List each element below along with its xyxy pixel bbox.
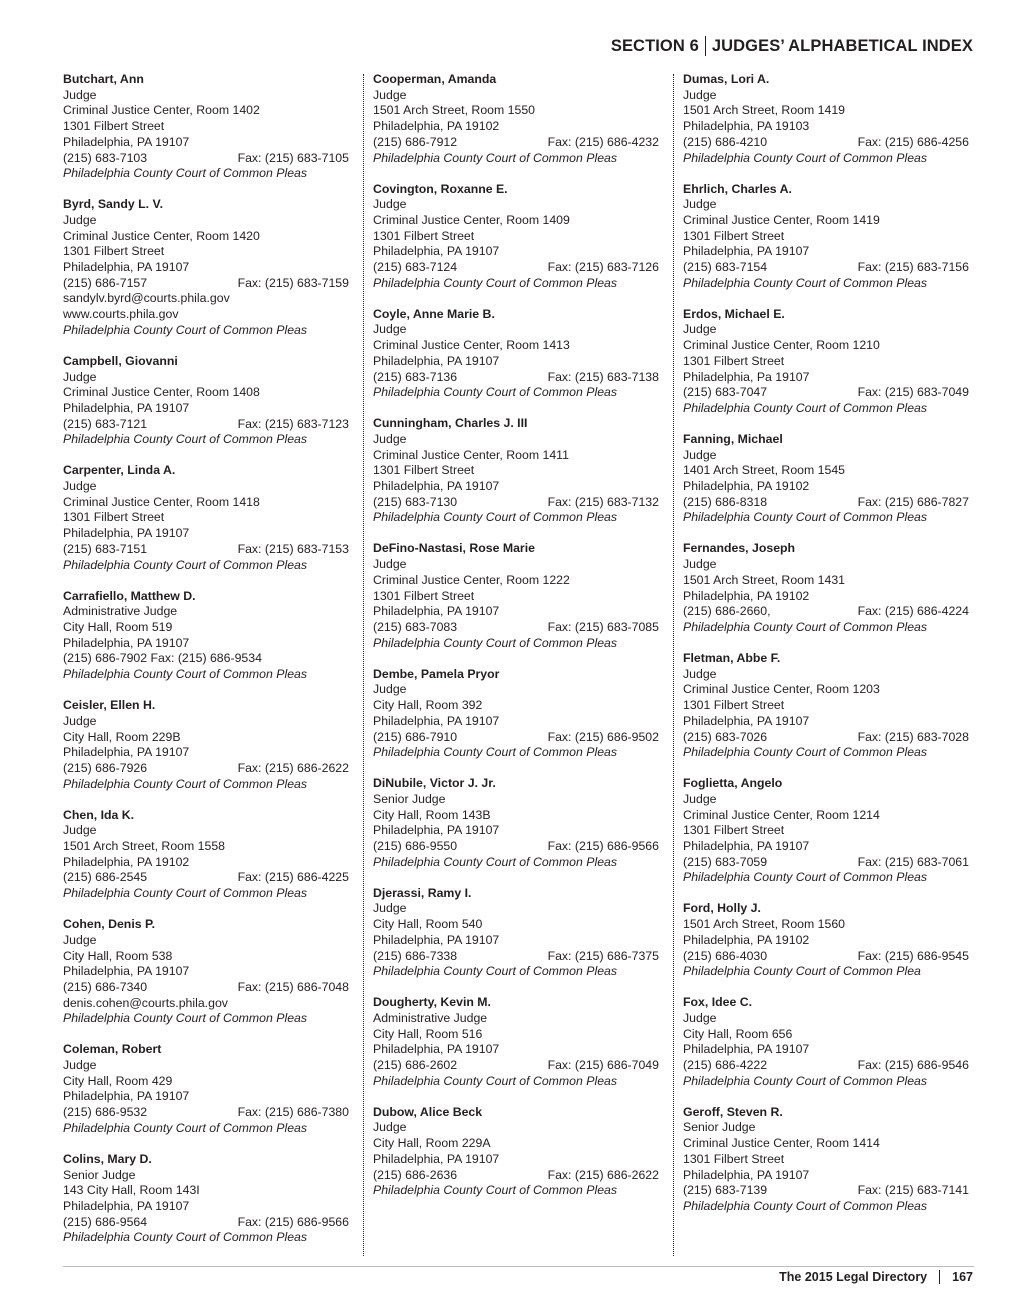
judge-name: Dumas, Lori A. [683,72,770,86]
contact-row [683,604,969,620]
address-line: Criminal Justice Center, Room 1420 [63,228,260,243]
address-line: Philadelphia, PA 19107 [373,1151,500,1166]
court-name: Philadelphia County Court of Common Pleas [63,322,308,337]
judge-title: Judge [373,322,407,337]
judge-name: Carrafiello, Matthew D. [63,588,196,603]
contact-row [683,949,969,965]
phone-number: (215) 686-9550 [373,839,458,854]
address-line: 1301 Filbert Street [373,463,475,478]
judge-entry [683,182,969,292]
judge-entry [683,776,969,886]
address-line: 1401 Arch Street, Room 1545 [683,463,846,478]
court-name: Philadelphia County Court of Common Pleas [63,1011,308,1026]
fax-number: Fax: (215) 683-7138 [547,369,659,384]
address-line: Criminal Justice Center, Room 1214 [683,807,880,822]
address-line: Philadelphia, PA 19102 [63,854,190,869]
judge-title: Judge [683,447,717,462]
court-name: Philadelphia County Court of Common Pleas [373,150,618,165]
contact-row [373,1168,659,1184]
judge-entry [373,541,659,651]
judge-entry [63,72,349,182]
judge-title: Judge [63,212,97,227]
contact-row [373,135,659,151]
address-line: Criminal Justice Center, Room 1203 [683,682,880,697]
court-name: Philadelphia County Court of Common Pleas [373,1183,618,1198]
judge-name: Colins, Mary D. [63,1151,152,1166]
address-line: 1301 Filbert Street [683,353,785,368]
phone-number: (215) 686-2602 [373,1058,458,1073]
judge-entry [683,541,969,635]
phone-number: (215) 683-7136 [373,369,458,384]
judge-entry [683,72,969,166]
address-line: Philadelphia, PA 19107 [683,244,810,259]
judge-name: Ceisler, Ellen H. [63,698,156,713]
contact-row [63,276,349,292]
judge-title: Senior Judge [373,791,446,806]
fax-number: Fax: (215) 686-7375 [547,948,659,963]
contact-row [373,260,659,276]
phone-number: (215) 686-7338 [373,948,458,963]
judge-entry [373,1105,659,1199]
contact-row [373,839,659,855]
court-name: Philadelphia County Court of Common Pleas [683,150,928,165]
phone-number: (215) 686-2545 [63,870,148,885]
address-line: Philadelphia, PA 19107 [373,604,500,619]
judge-title: Administrative Judge [63,604,178,619]
address-line: Philadelphia, PA 19102 [683,479,810,494]
address-line: 1301 Filbert Street [373,228,475,243]
court-name: Philadelphia County Court of Common Pleas [63,886,308,901]
section-label: SECTION 6 [610,36,699,55]
court-name: Philadelphia County Court of Common Pleas [683,870,928,885]
address-line: Criminal Justice Center, Room 1413 [373,338,570,353]
judge-name: Dougherty, Kevin M. [373,995,491,1010]
judge-title: Judge [63,369,97,384]
phone-number: (215) 683-7047 [683,385,768,400]
address-line: City Hall, Room 429 [63,1073,173,1088]
fax-number: Fax: (215) 686-9566 [237,1214,349,1229]
judge-name: Coyle, Anne Marie B. [373,306,495,321]
fax-number: Fax: (215) 683-7126 [547,260,659,275]
judge-title: Judge [373,1120,407,1135]
phone-number: (215) 683-7083 [373,619,458,634]
phone-number: (215) 686-9532 [63,1105,148,1120]
address-line: 1501 Arch Street, Room 1558 [63,839,226,854]
fax-number: Fax: (215) 683-7141 [857,1183,969,1198]
contact-row [63,1105,349,1121]
judge-entry [373,886,659,980]
fax-number: Fax: (215) 686-2622 [547,1167,659,1182]
judge-name: Coleman, Robert [63,1042,162,1057]
court-name: Philadelphia County Court of Common Pleas [373,745,618,760]
contact-row [373,620,659,636]
judge-entry [373,776,659,870]
court-name: Philadelphia County Court of Common Pleas [683,510,928,525]
court-name: Philadelphia County Court of Common Pleas [63,166,308,181]
address-line: Philadelphia, PA 19102 [683,588,810,603]
fax-number: Fax: (215) 686-4224 [857,604,969,619]
judge-name: Cohen, Denis P. [63,917,156,932]
fax-number: Fax: (215) 686-4232 [547,134,659,149]
judge-title: Senior Judge [683,1120,756,1135]
phone-number: (215) 686-9564 [63,1214,148,1229]
fax-number: Fax: (215) 686-7827 [857,494,969,509]
judge-name: Byrd, Sandy L. V. [63,197,164,212]
judge-entry [63,589,349,683]
phone-number: (215) 686-2636 [373,1167,458,1182]
phone-number: (215) 686-7912 [373,134,458,149]
phone-number: (215) 683-7154 [683,260,768,275]
judge-name: Erdos, Michael E. [683,306,785,321]
address-line: Philadelphia, PA 19107 [373,1042,500,1057]
address-line: 1301 Filbert Street [63,244,165,259]
judge-entry [373,72,659,166]
address-line: City Hall, Room 229A [373,1136,491,1151]
address-line: Philadelphia, PA 19107 [683,713,810,728]
address-line: Criminal Justice Center, Room 1409 [373,212,570,227]
judge-entry [63,1042,349,1136]
fax-number: Fax: (215) 686-4256 [857,134,969,149]
address-line: Philadelphia, PA 19107 [373,244,500,259]
contact-row [63,651,349,667]
address-line: City Hall, Room 392 [373,698,483,713]
address-line: 1501 Arch Street, Room 1550 [373,103,536,118]
judge-name: Ford, Holly J. [683,901,761,916]
contact-row [63,761,349,777]
address-line: Philadelphia, PA 19107 [373,713,500,728]
footer-rule [63,1266,974,1267]
address-line: Philadelphia, PA 19107 [373,823,500,838]
contact-row [63,980,349,996]
contact-row [373,949,659,965]
contact-row [373,730,659,746]
judge-title: Judge [683,197,717,212]
address-line: 1301 Filbert Street [683,1151,785,1166]
phone-number: (215) 686-4210 [683,134,768,149]
phone-number: (215) 686-4030 [683,948,768,963]
judge-name: Geroff, Steven R. [683,1104,783,1119]
court-name: Philadelphia County Court of Common Pleas [63,1120,308,1135]
judge-entry [63,1152,349,1246]
judge-name: Fox, Idee C. [683,995,753,1010]
address-line: Philadelphia, PA 19107 [63,964,190,979]
address-line: 1501 Arch Street, Room 1431 [683,572,846,587]
contact-row [63,417,349,433]
judge-title: Judge [683,87,717,102]
contact-row [683,730,969,746]
judge-name: Ehrlich, Charles A. [683,181,792,196]
phone-number: (215) 686-7157 [63,275,148,290]
judge-title: Judge [373,197,407,212]
address-line: Philadelphia, PA 19107 [63,1089,190,1104]
address-line: Criminal Justice Center, Room 1408 [63,385,260,400]
address-line: City Hall, Room 516 [373,1026,483,1041]
fax-number: Fax: (215) 686-2622 [237,760,349,775]
court-name: Philadelphia County Court of Common Plea [683,964,921,979]
fax-number: Fax: (215) 683-7153 [237,541,349,556]
fax-number: Fax: (215) 683-7085 [547,619,659,634]
judge-title: Judge [683,557,717,572]
fax-number: Fax: (215) 683-7132 [547,494,659,509]
judge-entry [683,995,969,1089]
judge-title: Judge [373,901,407,916]
phone-number: (215) 683-7121 [63,416,148,431]
judge-title: Judge [683,322,717,337]
address-line: 1301 Filbert Street [683,698,785,713]
fax-number: Fax: (215) 683-7028 [857,729,969,744]
address-line: Philadelphia, PA 19103 [683,119,810,134]
address-line: Criminal Justice Center, Room 1222 [373,572,570,587]
contact-row [373,370,659,386]
judge-title: Judge [373,87,407,102]
fax-number: Fax: (215) 686-9546 [857,1058,969,1073]
judge-title: Senior Judge [63,1167,136,1182]
phone-number: (215) 683-7124 [373,260,458,275]
address-line: Criminal Justice Center, Room 1411 [373,447,569,462]
judge-name: Campbell, Giovanni [63,353,178,368]
judge-title: Judge [683,1010,717,1025]
judge-entry [683,432,969,526]
address-line: Criminal Justice Center, Room 1419 [683,212,880,227]
address-line: City Hall, Room 540 [373,917,483,932]
court-name: Philadelphia County Court of Common Pleas [373,1073,618,1088]
contact-row [683,855,969,871]
fax-number: Fax: (215) 683-7156 [857,260,969,275]
section-header [611,36,973,56]
judge-title: Judge [63,823,97,838]
judge-name: Dembe, Pamela Pryor [373,666,500,681]
judge-title: Judge [683,791,717,806]
court-name: Philadelphia County Court of Common Pleas [63,432,308,447]
address-line: Philadelphia, PA 19107 [683,1042,810,1057]
phone-number: (215) 686-8318 [683,494,768,509]
judge-entry [63,354,349,448]
address-line: 1301 Filbert Street [683,823,785,838]
address-line: Criminal Justice Center, Room 1210 [683,338,880,353]
judge-name: Chen, Ida K. [63,807,135,822]
address-line: City Hall, Room 656 [683,1026,793,1041]
address-line: Philadelphia, PA 19107 [373,479,500,494]
contact-row [683,385,969,401]
phone-number: (215) 686-7926 [63,760,148,775]
address-line: 1301 Filbert Street [683,228,785,243]
fax-number: Fax: (215) 686-7049 [547,1058,659,1073]
judges-index [0,72,1024,1258]
publication-title: The 2015 Legal Directory [779,1270,928,1284]
judge-name: Cooperman, Amanda [373,72,497,86]
fax-number: Fax: (215) 683-7105 [237,150,349,165]
phone-number: (215) 686-7902 Fax: (215) 686-9534 [63,651,262,666]
judge-title: Judge [63,479,97,494]
address-line: Philadelphia, PA 19107 [63,134,190,149]
judge-entry [373,995,659,1089]
court-name: Philadelphia County Court of Common Pleas [373,964,618,979]
judge-name: DiNubile, Victor J. Jr. [373,776,496,791]
fax-number: Fax: (215) 686-7380 [237,1105,349,1120]
court-name: Philadelphia County Court of Common Pleas [373,854,618,869]
address-line: 1301 Filbert Street [63,119,165,134]
judge-title: Judge [373,557,407,572]
address-line: Philadelphia, PA 19107 [63,400,190,415]
fax-number: Fax: (215) 683-7061 [857,854,969,869]
address-line: 1301 Filbert Street [373,588,475,603]
phone-number: (215) 683-7130 [373,494,458,509]
address-line: 143 City Hall, Room 143I [63,1183,200,1198]
judge-name: Dubow, Alice Beck [373,1104,483,1119]
contact-row [63,1215,349,1231]
fax-number: Fax: (215) 686-7048 [237,979,349,994]
index-column-2 [373,72,659,1214]
court-name: Philadelphia County Court of Common Pleas [63,557,308,572]
judge-name: Cunningham, Charles J. III [373,416,528,431]
fax-number: Fax: (215) 686-9545 [857,948,969,963]
address-line: City Hall, Room 519 [63,619,173,634]
phone-number: (215) 686-2660, [683,604,771,619]
judge-entry [373,416,659,526]
judge-title: Judge [373,682,407,697]
address-line: City Hall, Room 143B [373,807,491,822]
address-line: City Hall, Room 229B [63,729,181,744]
fax-number: Fax: (215) 683-7159 [237,275,349,290]
judge-entry [683,307,969,417]
address-line: Philadelphia, PA 19107 [63,745,190,760]
address-line: 1501 Arch Street, Room 1419 [683,103,846,118]
phone-number: (215) 683-7026 [683,729,768,744]
contact-extra: denis.cohen@courts.phila.gov [63,995,228,1010]
judge-title: Judge [63,932,97,947]
judge-name: Djerassi, Ramy I. [373,885,472,900]
contact-row [683,1058,969,1074]
judge-name: Butchart, Ann [63,72,144,86]
judge-title: Judge [373,431,407,446]
court-name: Philadelphia County Court of Common Pleas [63,776,308,791]
address-line: Philadelphia, Pa 19107 [683,369,810,384]
footer-separator [939,1270,940,1284]
judge-name: Covington, Roxanne E. [373,181,508,196]
index-column-3 [683,72,969,1230]
court-name: Philadelphia County Court of Common Pleas [373,635,618,650]
address-line: Philadelphia, PA 19107 [683,839,810,854]
judge-entry [373,307,659,401]
page-footer [779,1270,973,1284]
court-name: Philadelphia County Court of Common Pleas [373,275,618,290]
fax-number: Fax: (215) 686-9566 [547,839,659,854]
judge-entry [63,463,349,573]
judge-name: Fernandes, Joseph [683,541,796,556]
court-name: Philadelphia County Court of Common Pleas [683,1198,928,1213]
phone-number: (215) 683-7103 [63,150,148,165]
phone-number: (215) 683-7059 [683,854,768,869]
judge-entry [63,917,349,1027]
court-name: Philadelphia County Court of Common Pleas [373,510,618,525]
contact-row [683,135,969,151]
page-number: 167 [952,1270,973,1284]
contact-row [63,870,349,886]
address-line: Philadelphia, PA 19107 [373,932,500,947]
judge-entry [373,182,659,292]
court-name: Philadelphia County Court of Common Pleas [683,619,928,634]
address-line: City Hall, Room 538 [63,948,173,963]
fax-number: Fax: (215) 683-7123 [237,416,349,431]
court-name: Philadelphia County Court of Common Pleas [683,1073,928,1088]
judge-name: Foglietta, Angelo [683,776,783,791]
address-line: Philadelphia, PA 19102 [683,932,810,947]
court-name: Philadelphia County Court of Common Pleas [373,385,618,400]
judge-entry [683,1105,969,1215]
contact-row [373,1058,659,1074]
contact-row [683,495,969,511]
address-line: Criminal Justice Center, Room 1414 [683,1136,880,1151]
header-separator [705,36,706,56]
address-line: Philadelphia, PA 19107 [373,353,500,368]
phone-number: (215) 686-4222 [683,1058,768,1073]
court-name: Philadelphia County Court of Common Pleas [683,400,928,415]
address-line: Philadelphia, PA 19102 [373,119,500,134]
address-line: 1301 Filbert Street [63,510,165,525]
judge-title: Judge [63,1058,97,1073]
judge-name: Fletman, Abbe F. [683,650,781,665]
address-line: Criminal Justice Center, Room 1402 [63,103,260,118]
contact-row [63,542,349,558]
index-column-1 [63,72,349,1261]
address-line: Philadelphia, PA 19107 [63,635,190,650]
phone-number: (215) 686-7340 [63,979,148,994]
judge-entry [373,667,659,761]
judge-title: Judge [63,713,97,728]
court-name: Philadelphia County Court of Common Pleas [63,1230,308,1245]
section-title: JUDGES’ ALPHABETICAL INDEX [711,36,973,55]
address-line: 1501 Arch Street, Room 1560 [683,917,846,932]
contact-row [683,260,969,276]
judge-title: Judge [63,87,97,102]
court-name: Philadelphia County Court of Common Pleas [683,275,928,290]
fax-number: Fax: (215) 686-9502 [547,729,659,744]
judge-entry [683,651,969,761]
court-name: Philadelphia County Court of Common Pleas [63,667,308,682]
judge-title: Administrative Judge [373,1010,488,1025]
fax-number: Fax: (215) 683-7049 [857,385,969,400]
fax-number: Fax: (215) 686-4225 [237,870,349,885]
judge-entry [63,197,349,338]
contact-extra: sandylv.byrd@courts.phila.gov [63,291,230,306]
contact-row [373,495,659,511]
contact-extra: www.courts.phila.gov [63,307,179,322]
address-line: Philadelphia, PA 19107 [63,526,190,541]
judge-name: DeFino-Nastasi, Rose Marie [373,541,535,556]
judge-entry [63,698,349,792]
address-line: Philadelphia, PA 19107 [63,1198,190,1213]
judge-name: Fanning, Michael [683,431,783,446]
phone-number: (215) 686-7910 [373,729,458,744]
address-line: Criminal Justice Center, Room 1418 [63,494,260,509]
contact-row [63,151,349,167]
address-line: Philadelphia, PA 19107 [683,1167,810,1182]
address-line: Philadelphia, PA 19107 [63,260,190,275]
judge-entry [63,808,349,902]
court-name: Philadelphia County Court of Common Pleas [683,745,928,760]
judge-title: Judge [683,666,717,681]
judge-name: Carpenter, Linda A. [63,463,176,478]
phone-number: (215) 683-7139 [683,1183,768,1198]
judge-entry [683,901,969,980]
contact-row [683,1183,969,1199]
phone-number: (215) 683-7151 [63,541,148,556]
